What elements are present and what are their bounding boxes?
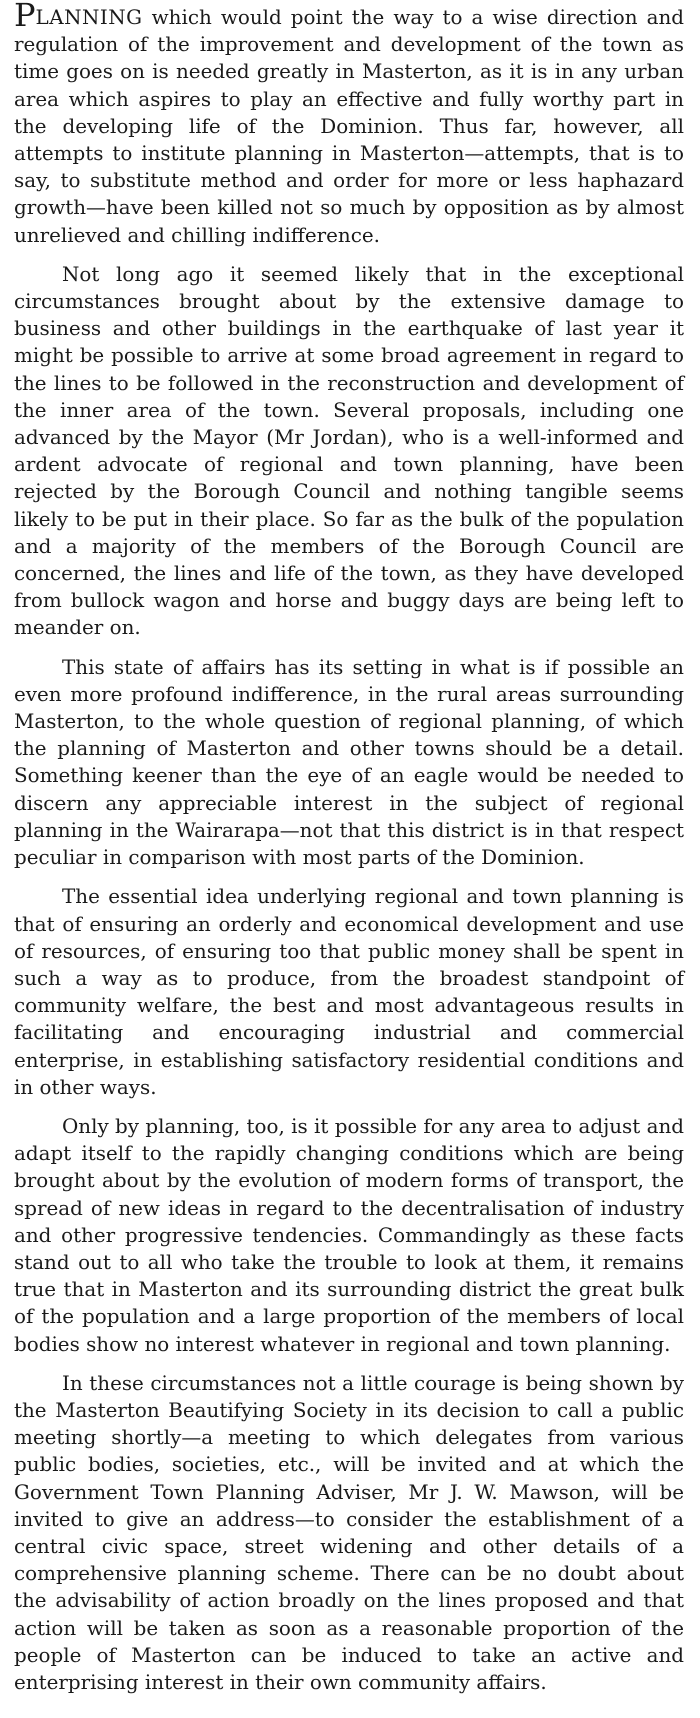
paragraph-4: The essential idea underlying regional and town planning is that of ensuring an orderly and economical development and use of resources, of ensuring too that public money shall be spent in such a way as to produce, from the broadest standpoint of community welfare, the best and most advantageous results in facilitating and encouraging industrial and commercial enterprise, in establishing satisfactory residential conditions and in other ways. xyxy=(14,885,684,1099)
initial-letter: P xyxy=(14,0,36,34)
paragraph-2: Not long ago it seemed likely that in the exceptional circumstances brought about by the extensive damage to business and other buildings in the earthquake of last year it might be possible to arrive at some broad agreement in regard to the lines to be followed in the reconstruction and development of the inner area of the town. Several proposals, including one advanced by the Mayor (Mr Jordan), who is a well-informed and ardent advocate of regional and town planning, have been rejected by the Borough Council and nothing tangible seems likely to be put in their place. So far as the bulk of the population and a majority of the members of the Borough Council are concerned, the lines and life of the town, as they have developed from bullock wagon and horse and buggy days are being left to meander on. xyxy=(14,262,684,640)
paragraph-6: In these circumstances not a little courage is being shown by the Masterton Beautifying Society in its decision to call a public meeting shortly—a meeting to which delegates from various public bodies, societies, etc., will be invited and at which the Government Town Planning Adviser, Mr J. W. Mawson, will be invited to give an address—to consider the establishment of a central civic space, street widening and other details of a comprehensive planning scheme. There can be no doubt about the advisability of action broadly on the lines proposed and that action will be taken as soon as a reasonable proportion of the people of Masterton can be induced to take an active and enterprising interest in their own community affairs. xyxy=(14,1371,684,1694)
paragraph-5: Only by planning, too, is it possible for any area to adjust and adapt itself to the rapidly changing conditions which are being brought about by the evolution of modern forms of transport, the spread of new ideas in regard to the decentralisation of industry and other progressive tendencies. Commandingly as these facts stand out to all who take the trouble to look at them, it remains true that in Masterton and its surrounding district the great bulk of the population and a large proportion of the members of local bodies show no interest whatever in regional and town planning. xyxy=(14,1114,684,1356)
paragraph-3: This state of affairs has its setting in what is if possible an even more profound indifference, in the rural areas surrounding Masterton, to the whole question of regional planning, of which the planning of Masterton and other towns should be a detail. Something keener than the eye of an eagle would be needed to discern any appreciable interest in the subject of regional planning in the Wairarapa—not that this district is in that respect peculiar in comparison with most parts of the Dominion. xyxy=(14,655,684,870)
lead-word: LANNING xyxy=(35,6,143,29)
newspaper-article xyxy=(14,0,684,1696)
paragraph-1-text: which would point the way to a wise direction and regulation of the improvement and development of the town as time goes on is needed greatly in Masterton, as it is in any urban area which aspires to play an effective and fully worthy part in the developing life of the Dominion. Thus far, however, all attempts to institute planning in Masterton—attempts, that is to say, to substitute method and order for more or less haphazard growth—have been killed not so much by opposition as by almost unrelieved and chilling indifference. xyxy=(14,6,684,247)
paragraph-1 xyxy=(14,0,684,249)
